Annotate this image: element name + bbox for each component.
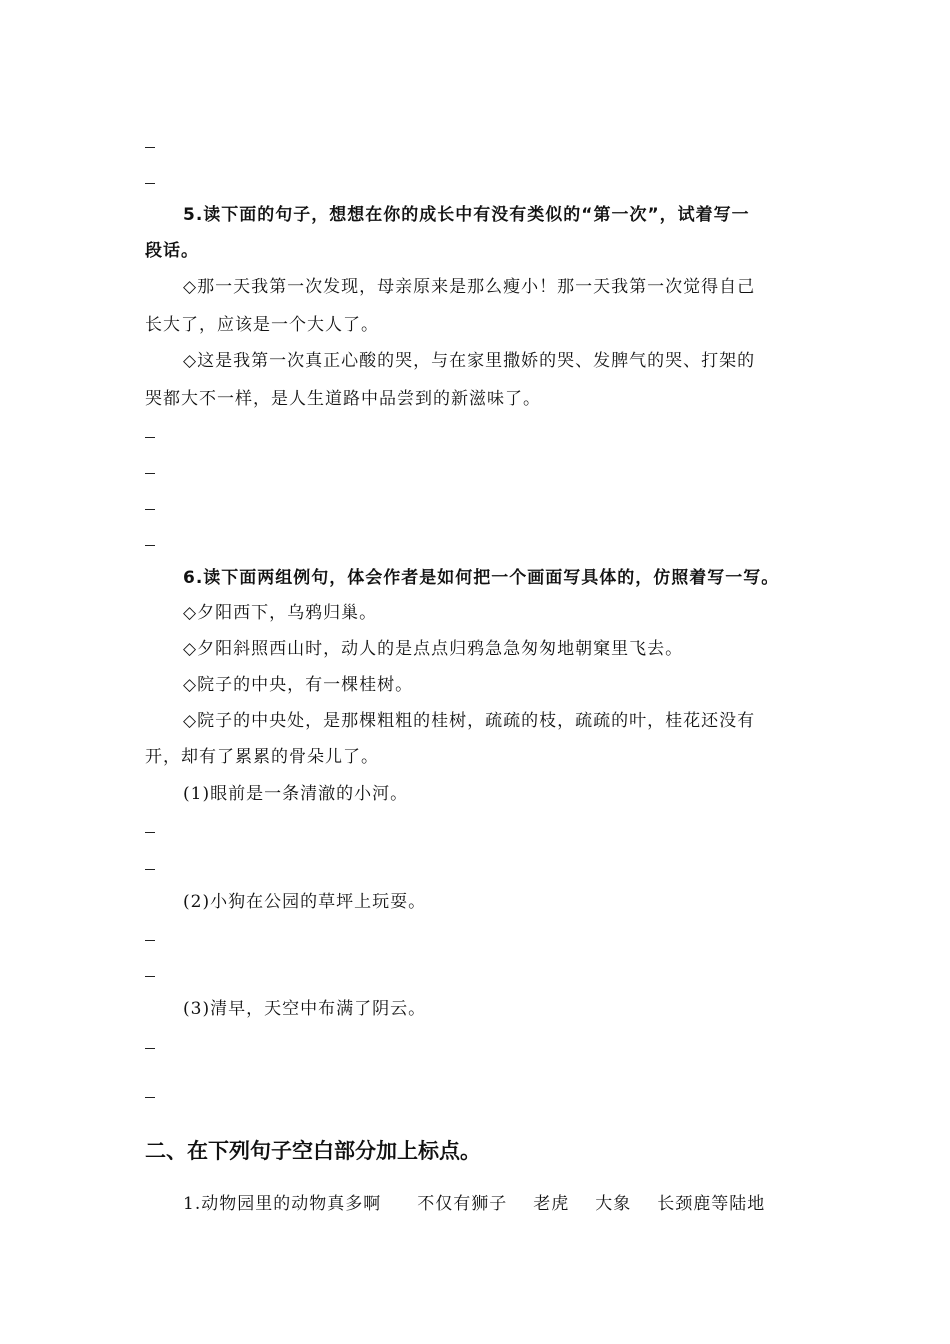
example-sentence: ◇院子的中央，有一棵桂树。 [183,675,414,695]
section-heading: 二、在下列句子空白部分加上标点。 [145,1139,481,1163]
question-6-title: 6.读下面两组例句，体会作者是如何把一个画面写具体的，仿照着写一写。 [183,568,780,588]
answer-blank[interactable] [145,509,155,510]
example-sentence: ◇院子的中央处，是那棵粗粗的桂树，疏疏的枝，疏疏的叶，桂花还没有 [183,711,756,731]
answer-blank[interactable] [145,1048,155,1049]
sentence-fragment: 不仅有狮子 [417,1194,508,1214]
answer-blank[interactable] [145,1097,155,1098]
example-sentence: ◇这是我第一次真正心酸的哭，与在家里撒娇的哭、发脾气的哭、打架的 [183,351,756,371]
example-sentence: ◇那一天我第一次发现，母亲原来是那么瘦小！那一天我第一次觉得自己 [183,277,756,297]
question-5-title-cont: 段话。 [145,241,199,261]
sentence-fragment: 老虎 [533,1194,570,1214]
exercise-item-2: (2)小狗在公园的草坪上玩耍。 [183,892,427,912]
answer-blank[interactable] [145,437,155,438]
example-sentence-cont: 哭都大不一样，是人生道路中品尝到的新滋味了。 [145,389,541,409]
answer-blank[interactable] [145,869,155,870]
exercise-item-3: (3)清早，天空中布满了阴云。 [183,999,427,1019]
example-sentence: ◇夕阳斜照西山时，动人的是点点归鸦急急匆匆地朝窠里飞去。 [183,639,684,659]
sentence-fragment: 大象 [595,1194,632,1214]
answer-blank[interactable] [145,147,155,148]
exercise-item-1: (1)眼前是一条清澈的小河。 [183,784,409,804]
sentence-fragment: 长颈鹿等陆地 [657,1194,766,1214]
example-sentence-cont: 开，却有了累累的骨朵儿了。 [145,747,379,767]
example-sentence: ◇夕阳西下，乌鸦归巢。 [183,603,378,623]
answer-blank[interactable] [145,473,155,474]
answer-blank[interactable] [145,832,155,833]
answer-blank[interactable] [145,976,155,977]
punctuation-sentence-1 [183,1189,848,1214]
sentence-fragment: 1.动物园里的动物真多啊 [183,1194,382,1214]
answer-blank[interactable] [145,545,155,546]
answer-blank[interactable] [145,183,155,184]
question-5-title: 5.读下面的句子，想想在你的成长中有没有类似的“第一次”，试着写一 [183,205,750,225]
answer-blank[interactable] [145,940,155,941]
example-sentence-cont: 长大了，应该是一个大人了。 [145,315,379,335]
